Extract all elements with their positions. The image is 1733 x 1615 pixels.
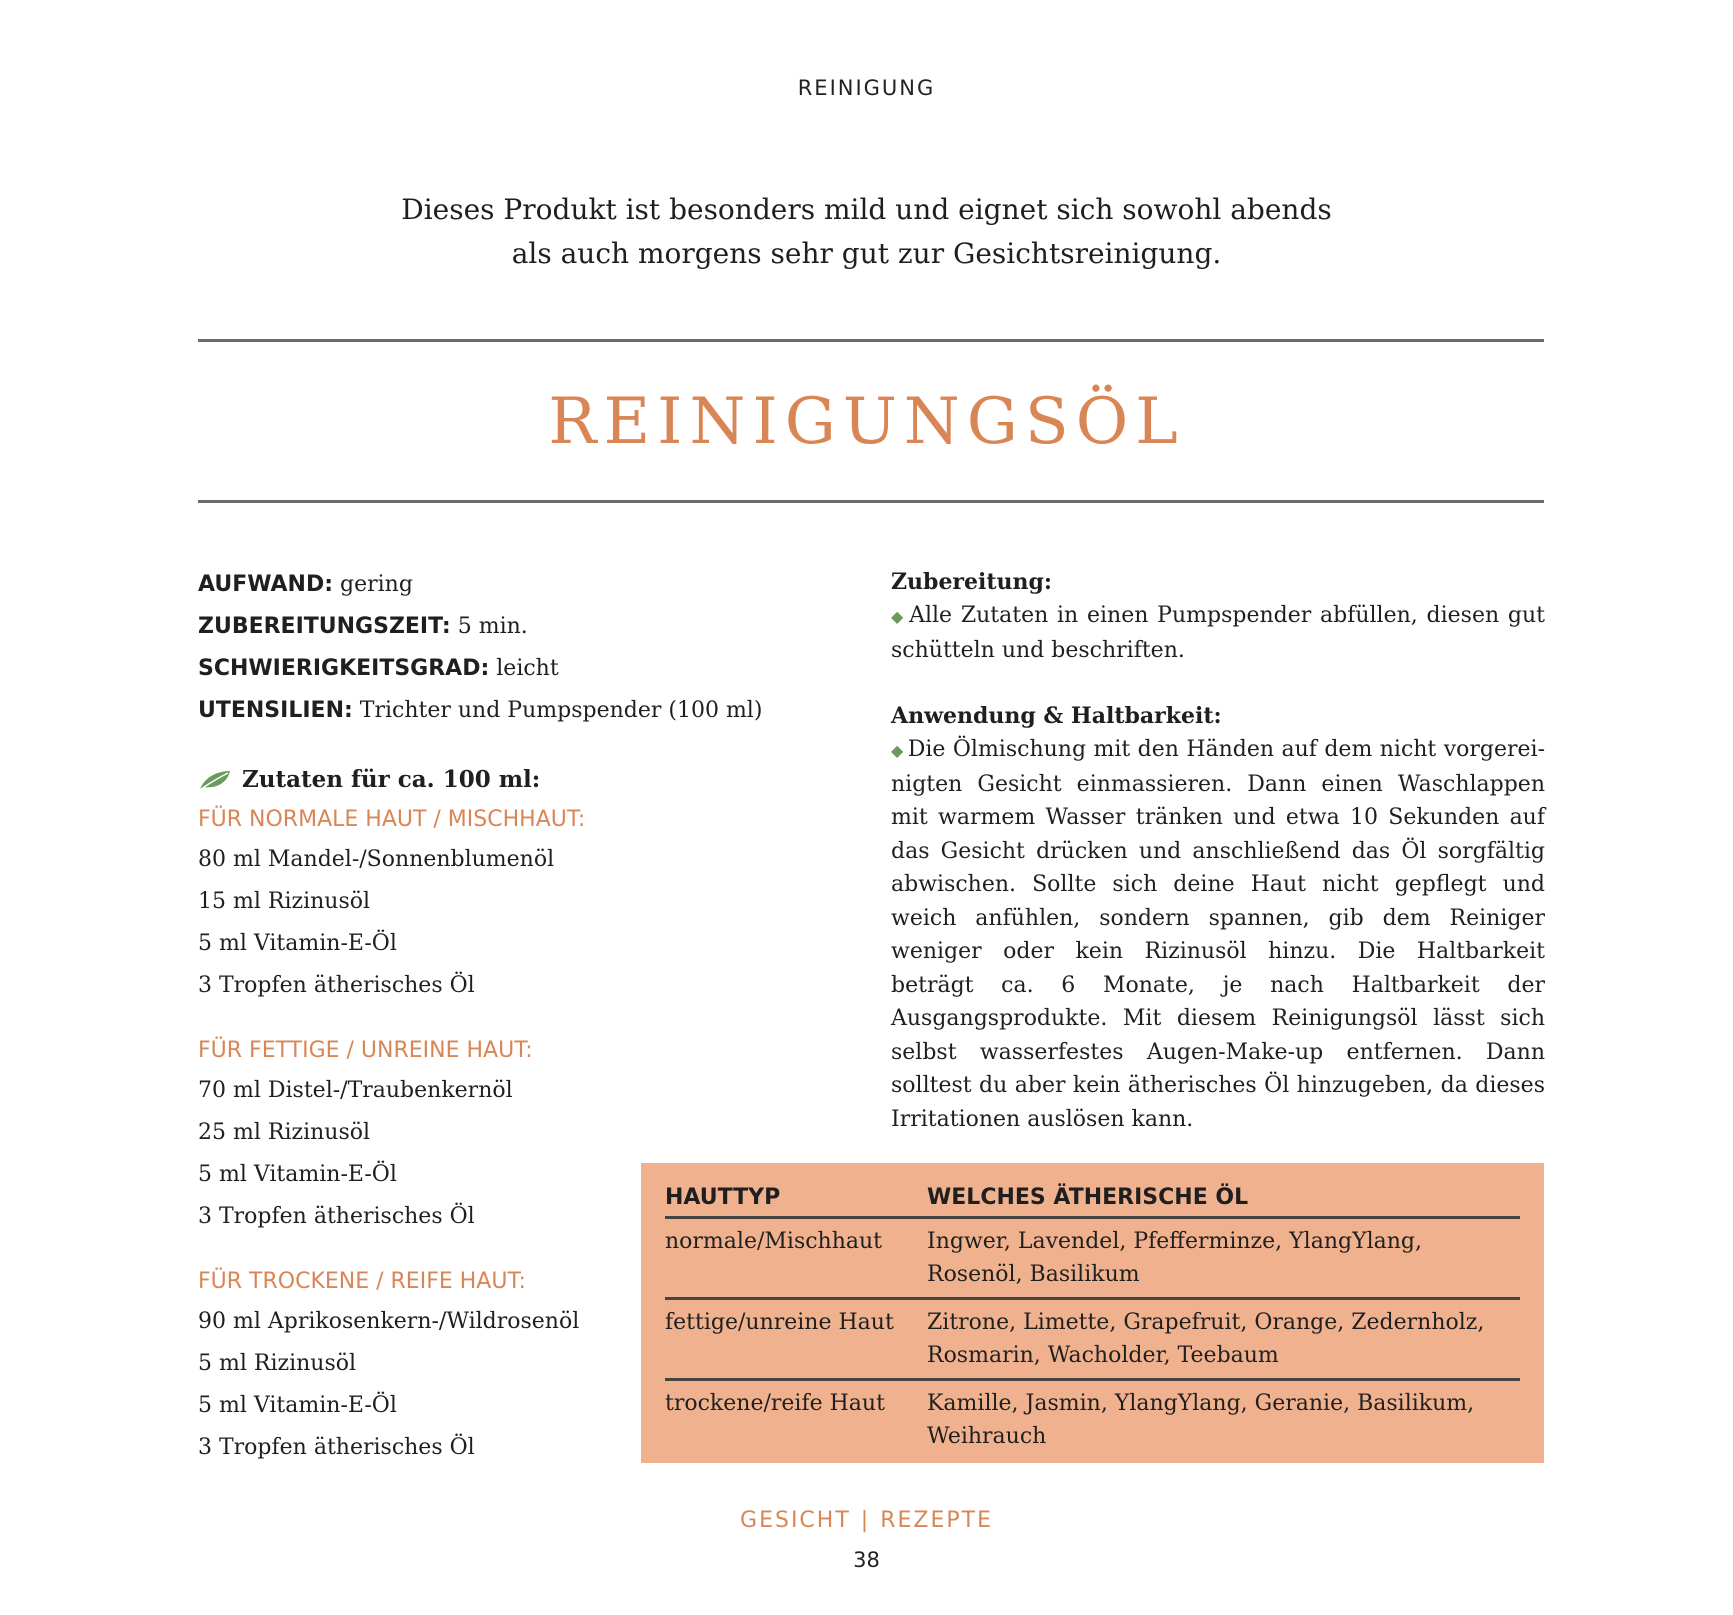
meta-value: Trichter und Pumpspender (100 ml)	[352, 698, 763, 723]
meta-value: leicht	[489, 656, 559, 681]
ingredient-item: 3 Tropfen ätherisches Öl	[198, 1435, 475, 1460]
meta-label: UTENSILIEN:	[198, 698, 353, 723]
anwendung-heading: Anwendung & Haltbarkeit:	[891, 703, 1222, 729]
intro-text	[300, 188, 1433, 276]
table-cell: Ingwer, Lavendel, Pfefferminze, YlangYlang, Rosenöl, Basilikum	[927, 1229, 1422, 1287]
group-title: FÜR NORMALE HAUT / MISCHHAUT:	[198, 807, 586, 832]
footer	[0, 1508, 1733, 1533]
essential-oil-table-box	[641, 1163, 1544, 1463]
zubereitung-heading: Zubereitung:	[891, 569, 1053, 595]
ingredient-item: 25 ml Rizinusöl	[198, 1120, 371, 1145]
table-cell: normale/Mischhaut	[665, 1229, 883, 1254]
ingredient-group-normal	[198, 801, 818, 1007]
table-cell: trockene/reife Haut	[665, 1380, 927, 1460]
meta-schwierigkeitsgrad	[198, 648, 818, 690]
header-oel: WELCHES ÄTHERISCHE ÖL	[927, 1179, 1520, 1218]
zubereitung-text	[891, 599, 1545, 667]
ingredient-item: 90 ml Aprikosenkern-/Wildrosenöl	[198, 1309, 580, 1334]
ingredient-item: 5 ml Vitamin-E-Öl	[198, 1162, 397, 1187]
ingredient-item: 70 ml Distel-/Traubenkernöl	[198, 1078, 513, 1103]
meta-label: ZUBEREITUNGSZEIT:	[198, 614, 451, 639]
zubereitung-body: Alle Zutaten in einen Pumpspender abfüllen, diesen gut schütteln und beschriften.	[891, 603, 1545, 663]
intro-line: Dieses Produkt ist besonders mild und eignet sich sowohl abends	[401, 193, 1332, 226]
anwendung-block	[891, 700, 1545, 1136]
ingredient-item: 3 Tropfen ätherisches Öl	[198, 973, 475, 998]
essential-oil-table	[665, 1179, 1520, 1459]
recipe-title: REINIGUNGSÖL	[548, 385, 1185, 459]
table-row	[665, 1218, 1520, 1299]
table-row	[665, 1299, 1520, 1380]
running-head: REINIGUNG	[797, 76, 936, 100]
ingredient-item: 5 ml Vitamin-E-Öl	[198, 931, 397, 956]
leaf-icon	[198, 769, 232, 791]
table-cell: Kamille, Jasmin, YlangYlang, Geranie, Basilikum, Weihrauch	[927, 1380, 1520, 1460]
ingredient-item: 80 ml Mandel-/Sonnenblumenöl	[198, 847, 555, 872]
footer-category: REZEPTE	[880, 1508, 993, 1533]
top-divider	[198, 339, 1544, 342]
group-title: FÜR TROCKENE / REIFE HAUT:	[198, 1269, 526, 1294]
meta-zubereitungszeit	[198, 606, 818, 648]
meta-label: AUFWAND:	[198, 572, 334, 597]
page-number: 38	[853, 1548, 880, 1572]
right-column	[891, 566, 1545, 1136]
diamond-bullet-icon: ◆	[891, 607, 906, 626]
diamond-bullet-icon: ◆	[891, 741, 904, 760]
ingredients-heading	[198, 759, 818, 801]
anwendung-text	[891, 733, 1545, 1136]
ingredients-heading-text: Zutaten für ca. 100 ml:	[242, 766, 541, 793]
anwendung-body: Die Ölmischung mit den Händen auf dem nicht vorgereinigten Gesicht einmassieren. Dann einen Waschlappen mit warmem Wasser tränken und etwa 10 Sekunden auf das Gesicht drücken und anschließend das Öl sorgfältig abwischen. Sollte sich deine Haut nicht gepflegt und weich anfühlen, sondern spannen, gib dem Reiniger weniger oder kein Rizinusöl hinzu. Die Haltbarkeit beträgt ca. 6 Monate, je nach Haltbarkeit der Ausgangsprodukte. Mit diesem Reinigungsöl lässt sich selbst wasserfestes Augen-Make-up entfernen. Dann solltest du aber kein ätherisches Öl hinzugeben, da dieses Irritationen auslösen kann.	[891, 737, 1546, 1132]
table-header-row	[665, 1179, 1520, 1218]
table-row	[665, 1380, 1520, 1460]
footer-section: GESICHT	[740, 1508, 851, 1533]
group-title: FÜR FETTIGE / UNREINE HAUT:	[198, 1038, 533, 1063]
meta-value: gering	[333, 572, 413, 597]
table-cell: Zitrone, Limette, Grapefruit, Orange, Zedernholz, Rosmarin, Wacholder, Teebaum	[927, 1299, 1520, 1380]
header-hauttyp: HAUTTYP	[665, 1179, 927, 1218]
ingredient-item: 5 ml Rizinusöl	[198, 1351, 357, 1376]
meta-value: 5 min.	[450, 614, 528, 639]
meta-label: SCHWIERIGKEITSGRAD:	[198, 656, 490, 681]
table-cell: fettige/unreine Haut	[665, 1299, 927, 1380]
bottom-divider	[198, 500, 1544, 503]
ingredient-item: 5 ml Vitamin-E-Öl	[198, 1393, 397, 1418]
intro-line: als auch morgens sehr gut zur Gesichtsreinigung.	[511, 237, 1222, 270]
meta-utensilien	[198, 690, 818, 732]
meta-aufwand	[198, 564, 818, 606]
ingredient-item: 3 Tropfen ätherisches Öl	[198, 1204, 475, 1229]
footer-separator: |	[860, 1508, 871, 1533]
ingredient-item: 15 ml Rizinusöl	[198, 889, 371, 914]
